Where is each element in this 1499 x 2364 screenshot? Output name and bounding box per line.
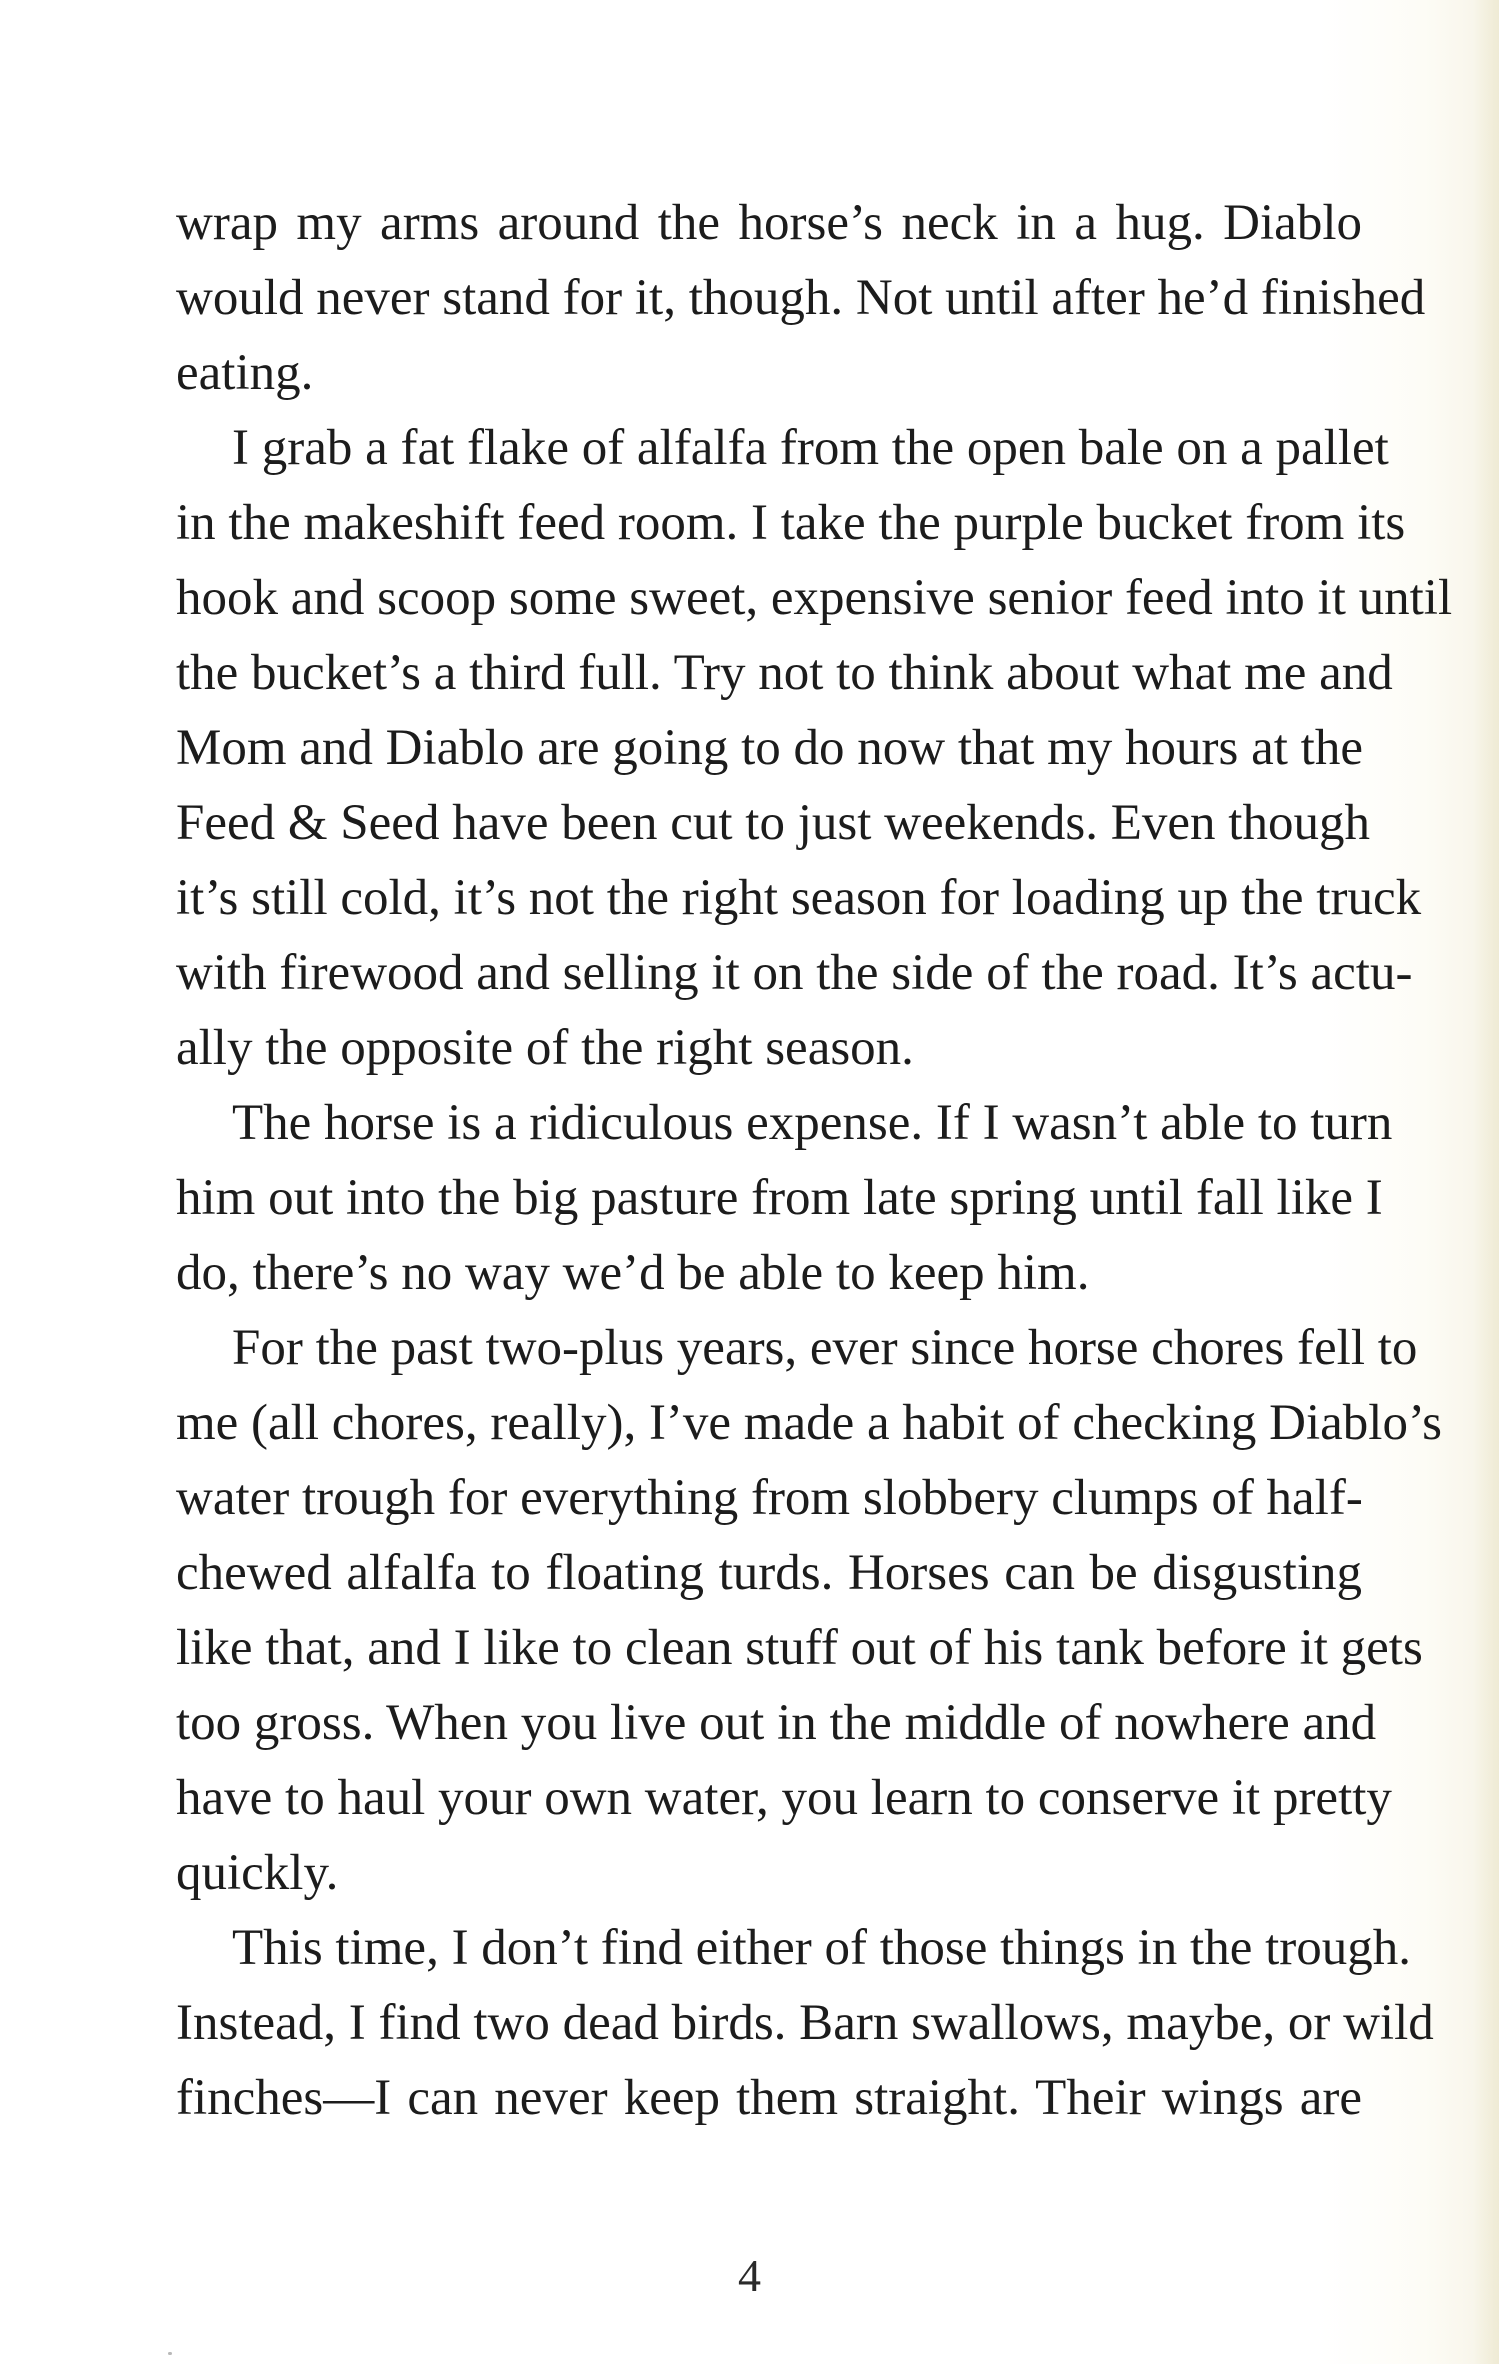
text-line: like that, and I like to clean stuff out of his tank before it gets — [176, 1620, 1423, 1676]
body-text — [176, 186, 1453, 2136]
text-line: would never stand for it, though. Not until after he’d finished — [176, 270, 1426, 326]
text-line: me (all chores, really), I’ve made a habit of checking Diablo’s — [176, 1395, 1442, 1451]
text-line: eating. — [176, 345, 314, 401]
text-line: Feed & Seed have been cut to just weekends. Even though — [176, 795, 1370, 851]
text-line: too gross. When you live out in the middle of nowhere and — [176, 1695, 1377, 1751]
text-line: chewed alfalfa to floating turds. Horses can be disgusting — [176, 1545, 1362, 1601]
text-line: Mom and Diablo are going to do now that my hours at the — [176, 720, 1363, 776]
text-line: This time, I don’t find either of those things in the trough. — [232, 1920, 1411, 1976]
text-line: in the makeshift feed room. I take the purple bucket from its — [176, 495, 1406, 551]
text-line: ally the opposite of the right season. — [176, 1020, 914, 1076]
text-line: do, there’s no way we’d be able to keep him. — [176, 1245, 1090, 1301]
text-line: The horse is a ridiculous expense. If I wasn’t able to turn — [232, 1095, 1393, 1151]
text-line: finches—I can never keep them straight. Their wings are — [176, 2070, 1362, 2126]
text-line: quickly. — [176, 1845, 339, 1901]
text-line: wrap my arms around the horse’s neck in a hug. Diablo — [176, 195, 1362, 251]
text-line: the bucket’s a third full. Try not to think about what me and — [176, 645, 1393, 701]
text-line: with firewood and selling it on the side of the road. It’s actu- — [176, 945, 1413, 1001]
text-line: For the past two-plus years, ever since horse chores fell to — [232, 1320, 1418, 1376]
page-number: 4 — [738, 2250, 761, 2301]
scan-speck — [168, 2352, 172, 2355]
text-line: water trough for everything from slobbery clumps of half- — [176, 1470, 1363, 1526]
text-line: it’s still cold, it’s not the right season for loading up the truck — [176, 870, 1422, 926]
text-line: Instead, I find two dead birds. Barn swallows, maybe, or wild — [176, 1995, 1434, 2051]
text-line: hook and scoop some sweet, expensive senior feed into it until — [176, 570, 1453, 626]
text-line: have to haul your own water, you learn to conserve it pretty — [176, 1770, 1392, 1826]
page-edge-shadow — [1473, 0, 1499, 2364]
text-line: I grab a fat flake of alfalfa from the open bale on a pallet — [232, 420, 1389, 476]
text-line: him out into the big pasture from late spring until fall like I — [176, 1170, 1383, 1226]
